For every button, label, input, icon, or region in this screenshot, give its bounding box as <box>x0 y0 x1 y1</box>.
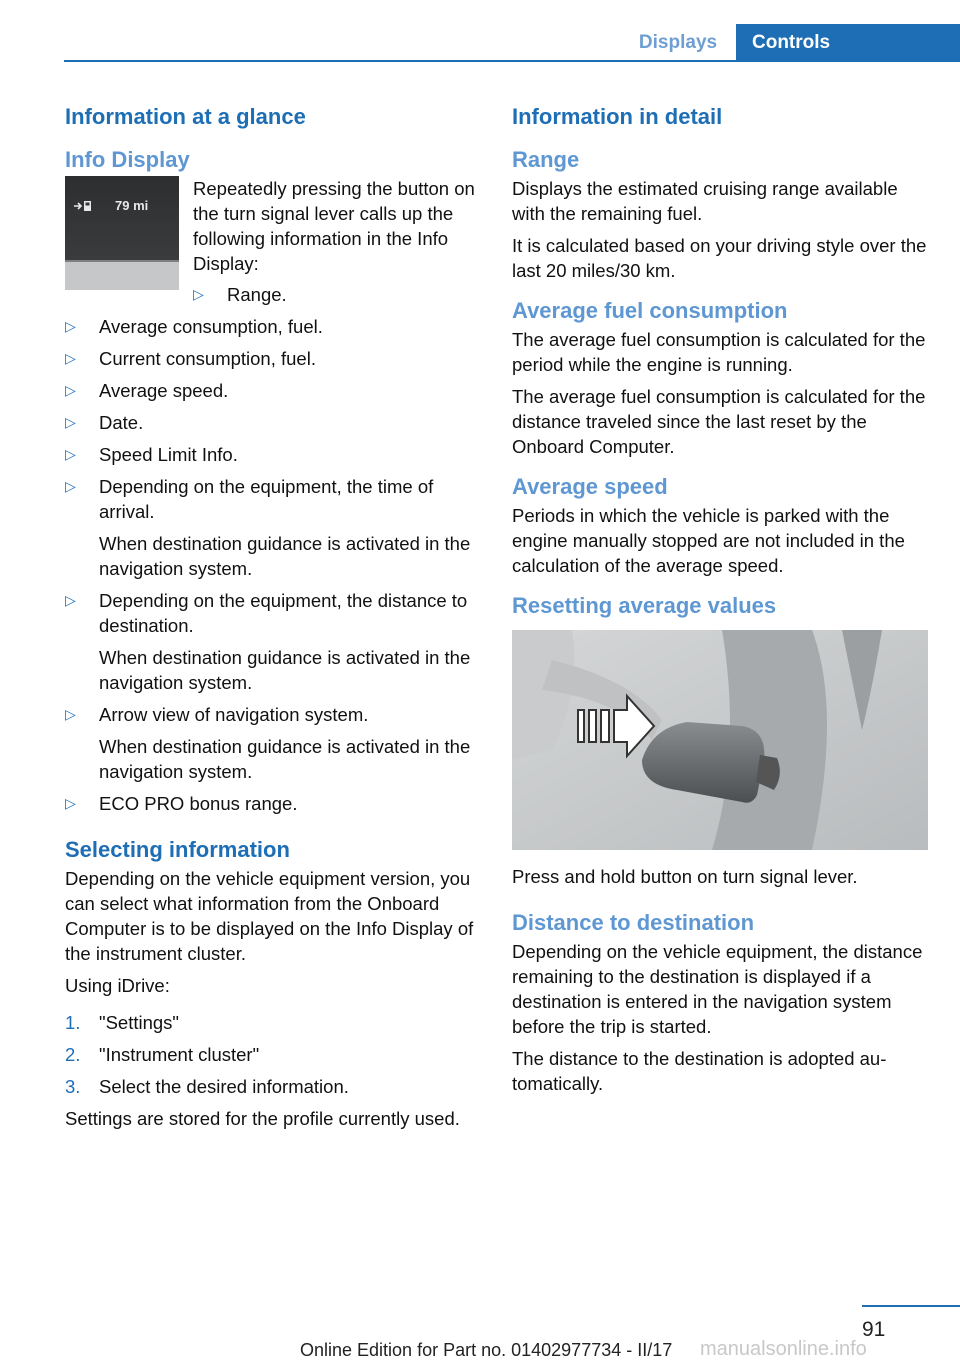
avg-speed-text: Periods in which the vehicle is parked with the engine manually stopped are not included in the calculation of the average speed. <box>512 505 905 576</box>
heading-resetting-average-values: Resetting average values <box>512 593 777 618</box>
triangle-bullet-icon: ▷ <box>65 592 76 608</box>
range-text-2: It is calculated based on your driving style over the last 20 miles/30 km. <box>512 235 927 281</box>
header-chapter-tab: Controls <box>736 24 960 62</box>
steps-list <box>65 1010 480 1099</box>
heading-average-fuel-consumption: Average fuel consumption <box>512 298 788 323</box>
avg-fuel-text-1: The average fuel consumption is calculated for the period while the engine is running. <box>512 329 926 375</box>
triangle-bullet-icon: ▷ <box>65 478 76 494</box>
list-item: ▷ ECO PRO bonus range. <box>65 793 298 814</box>
list-item: ▷ Depending on the equipment, the time of arrival. When destination guidance is activated in the navigation system. <box>65 476 471 579</box>
triangle-bullet-icon: ▷ <box>65 446 76 462</box>
distance-text-2: The distance to the destination is adopted automatically. <box>512 1048 887 1094</box>
footer-rule <box>862 1305 960 1307</box>
watermark: manualsonline.info <box>700 1338 867 1360</box>
list-item: ▷ Average consumption, fuel. <box>65 316 323 337</box>
triangle-bullet-icon: ▷ <box>65 706 76 722</box>
stored-text: Settings are stored for the profile currently used. <box>65 1108 460 1129</box>
step-item: 1. "Settings" <box>65 1012 179 1033</box>
list-item: ▷ Depending on the equipment, the distance to destination. When destination guidance is activated in the navigation system. <box>65 590 471 693</box>
info-display-block <box>65 176 480 314</box>
heading-info-display: Info Display <box>65 147 190 172</box>
fuel-pump-icon <box>73 200 95 212</box>
distance-text-1: Depending on the vehicle equipment, the distance remaining to the destination is displayed if a destination is entered in the navigation system before the trip is started. <box>512 941 923 1037</box>
list-item: ▷ Average speed. <box>65 380 229 401</box>
range-text-1: Displays the estimated cruising range available with the remaining fuel. <box>512 178 898 224</box>
heading-info-at-a-glance: Information at a glance <box>65 104 306 129</box>
list-item: ▷ Range. <box>193 284 287 305</box>
info-list <box>65 314 480 816</box>
triangle-bullet-icon: ▷ <box>65 414 76 430</box>
triangle-bullet-icon: ▷ <box>65 350 76 366</box>
avg-fuel-text-2: The average fuel consumption is calculated for the distance traveled since the last reset by the Onboard Computer. <box>512 386 926 457</box>
range-readout: 79 mi <box>115 198 149 213</box>
reset-caption: Press and hold button on turn signal lever. <box>512 866 858 887</box>
heading-distance-to-destination: Distance to destination <box>512 910 755 935</box>
left-column <box>65 100 480 1138</box>
list-item: ▷ Speed Limit Info. <box>65 444 238 465</box>
triangle-bullet-icon: ▷ <box>65 795 76 811</box>
right-column <box>512 100 930 1103</box>
using-idrive-text: Using iDrive: <box>65 975 170 996</box>
info-display-image <box>65 176 179 290</box>
edition-text: Online Edition for Part no. 01402977734 - II/17 <box>300 1340 673 1360</box>
header-rule <box>64 60 960 62</box>
info-display-intro: Repeatedly pressing the button on the turn signal lever calls up the following information in the Info Display: <box>193 178 475 274</box>
turn-signal-lever-image <box>512 630 928 850</box>
list-item: ▷ Arrow view of navigation system. When destination guidance is activated in the navigation system. <box>65 704 471 782</box>
selecting-text: Depending on the vehicle equipment version, you can select what information from the Onboard Computer is to be displayed on the Info Display of the instrument cluster. <box>65 868 474 964</box>
list-item: ▷ Current consumption, fuel. <box>65 348 316 369</box>
list-item: ▷ Date. <box>65 412 144 433</box>
heading-average-speed: Average speed <box>512 474 668 499</box>
heading-range: Range <box>512 147 580 172</box>
heading-selecting-information: Selecting information <box>65 837 290 862</box>
page-number: 91 <box>862 1318 886 1341</box>
step-item: 2. "Instrument cluster" <box>65 1044 260 1065</box>
header-section-tab: Displays <box>638 32 718 53</box>
step-item: 3. Select the desired information. <box>65 1076 349 1097</box>
triangle-bullet-icon: ▷ <box>193 286 204 302</box>
heading-information-in-detail: Information in detail <box>512 104 723 129</box>
triangle-bullet-icon: ▷ <box>65 318 76 334</box>
triangle-bullet-icon: ▷ <box>65 382 76 398</box>
